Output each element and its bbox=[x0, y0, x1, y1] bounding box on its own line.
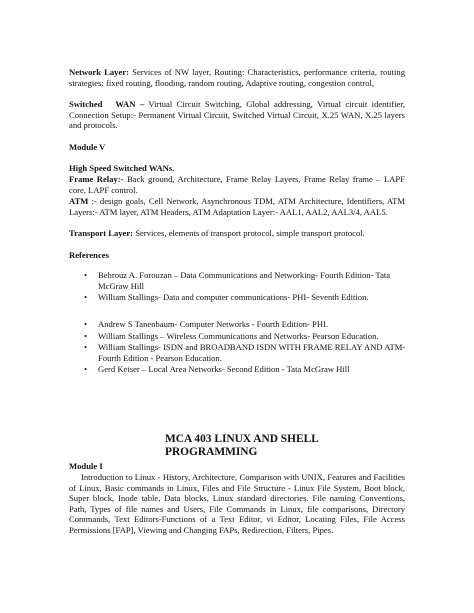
frame-relay-label: Frame Relay:- bbox=[69, 174, 124, 184]
references-list-2 bbox=[84, 319, 406, 376]
module-v-heading-text: Module V bbox=[69, 142, 106, 152]
references-list-1 bbox=[84, 270, 406, 304]
module-i-text: Introduction to Linux - History, Architecture, Comparison with UNIX, Features and Facilities of Linux, Basic commands in Linux, Files and File Structure - Linux File System, Boot block, Super block, Inode table, Data blocks, Linux standard directories. File naming Conventions, Path, Types of file names and Users, File Commands in Linux, file comparisons, Directory Commands, Text Editors-Functions of a Text Editor, vi Editor, Locating Files, File Access Permissions [FAP], Viewing and Changing FAPs, Redirection, Filters, Pipes. bbox=[69, 472, 405, 535]
atm-paragraph bbox=[69, 196, 405, 217]
list-item: • Behrouz A. Forouzan – Data Communications and Networking- Fourth Edition- Tata McGraw Hill bbox=[84, 270, 406, 291]
list-item: • William Stallings- Data and computer communications- PHI- Seventh Edition. bbox=[84, 292, 406, 303]
network-layer-text: Services of NW layer, Routing: Characteristics, performance criteria, routing strategies: fixed routing, flooding, random routing, Adaptive routing, congestion control, bbox=[69, 67, 405, 88]
course-title-line-2: PROGRAMMING bbox=[165, 445, 258, 458]
module-v-heading bbox=[69, 142, 405, 153]
transport-layer-label: Transport Layer: bbox=[69, 228, 134, 238]
transport-layer-text: Services, elements of transport protocol, simple transport protocol. bbox=[135, 228, 365, 238]
list-item: • William Stallings – Wireless Communications and Networks- Pearson Education. bbox=[84, 331, 406, 342]
list-item: • Andrew S Tanenbaum- Computer Networks - Fourth Edition- PHI. bbox=[84, 319, 406, 330]
list-item: • William Stallings- ISDN and BROADBAND ISDN WITH FRAME RELAY AND ATM-Fourth Edition - Pearson Education. bbox=[84, 342, 406, 363]
switched-wan-label: Switched WAN – bbox=[69, 99, 145, 109]
high-speed-heading-text: High Speed Switched WANs. bbox=[69, 163, 175, 173]
atm-label: ATM bbox=[69, 196, 89, 206]
high-speed-heading bbox=[69, 163, 405, 174]
module-i-paragraph bbox=[69, 472, 405, 536]
list-item: • Gerd Keiser – Local Area Networks- Second Edition - Tata McGraw Hill bbox=[84, 364, 406, 375]
network-layer-paragraph bbox=[69, 67, 405, 88]
references-heading bbox=[69, 250, 405, 261]
module-i-heading-text: Module I bbox=[69, 461, 103, 471]
module-i-heading bbox=[69, 461, 405, 472]
network-layer-label: Network Layer: bbox=[69, 67, 129, 77]
transport-layer-paragraph bbox=[69, 228, 405, 239]
course-title bbox=[165, 433, 385, 458]
frame-relay-text: Back ground, Architecture, Frame Relay Layers, Frame Relay frame – LAPF core, LAPF control. bbox=[69, 174, 405, 195]
switched-wan-text: Virtual Circuit Switching, Global addressing, Virtual circuit identifier, Connection Setup:- Permanent Virtual Circuit, Switched Virtual Circuit, X.25 WAN, X.25 layers and protocols. bbox=[69, 99, 405, 131]
course-title-line-1: MCA 403 LINUX AND SHELL bbox=[165, 433, 319, 445]
frame-relay-paragraph bbox=[69, 174, 405, 195]
references-heading-text: References bbox=[69, 250, 109, 260]
atm-text: :- design goals, Cell Network, Asynchronous TDM, ATM Architecture, Identifiers, ATM Layers:- ATM layer, ATM Headers, ATM Adaptation Layer:- AAL1, AAL2, AAL3/4, AAL5. bbox=[69, 196, 405, 217]
switched-wan-paragraph bbox=[69, 99, 405, 131]
